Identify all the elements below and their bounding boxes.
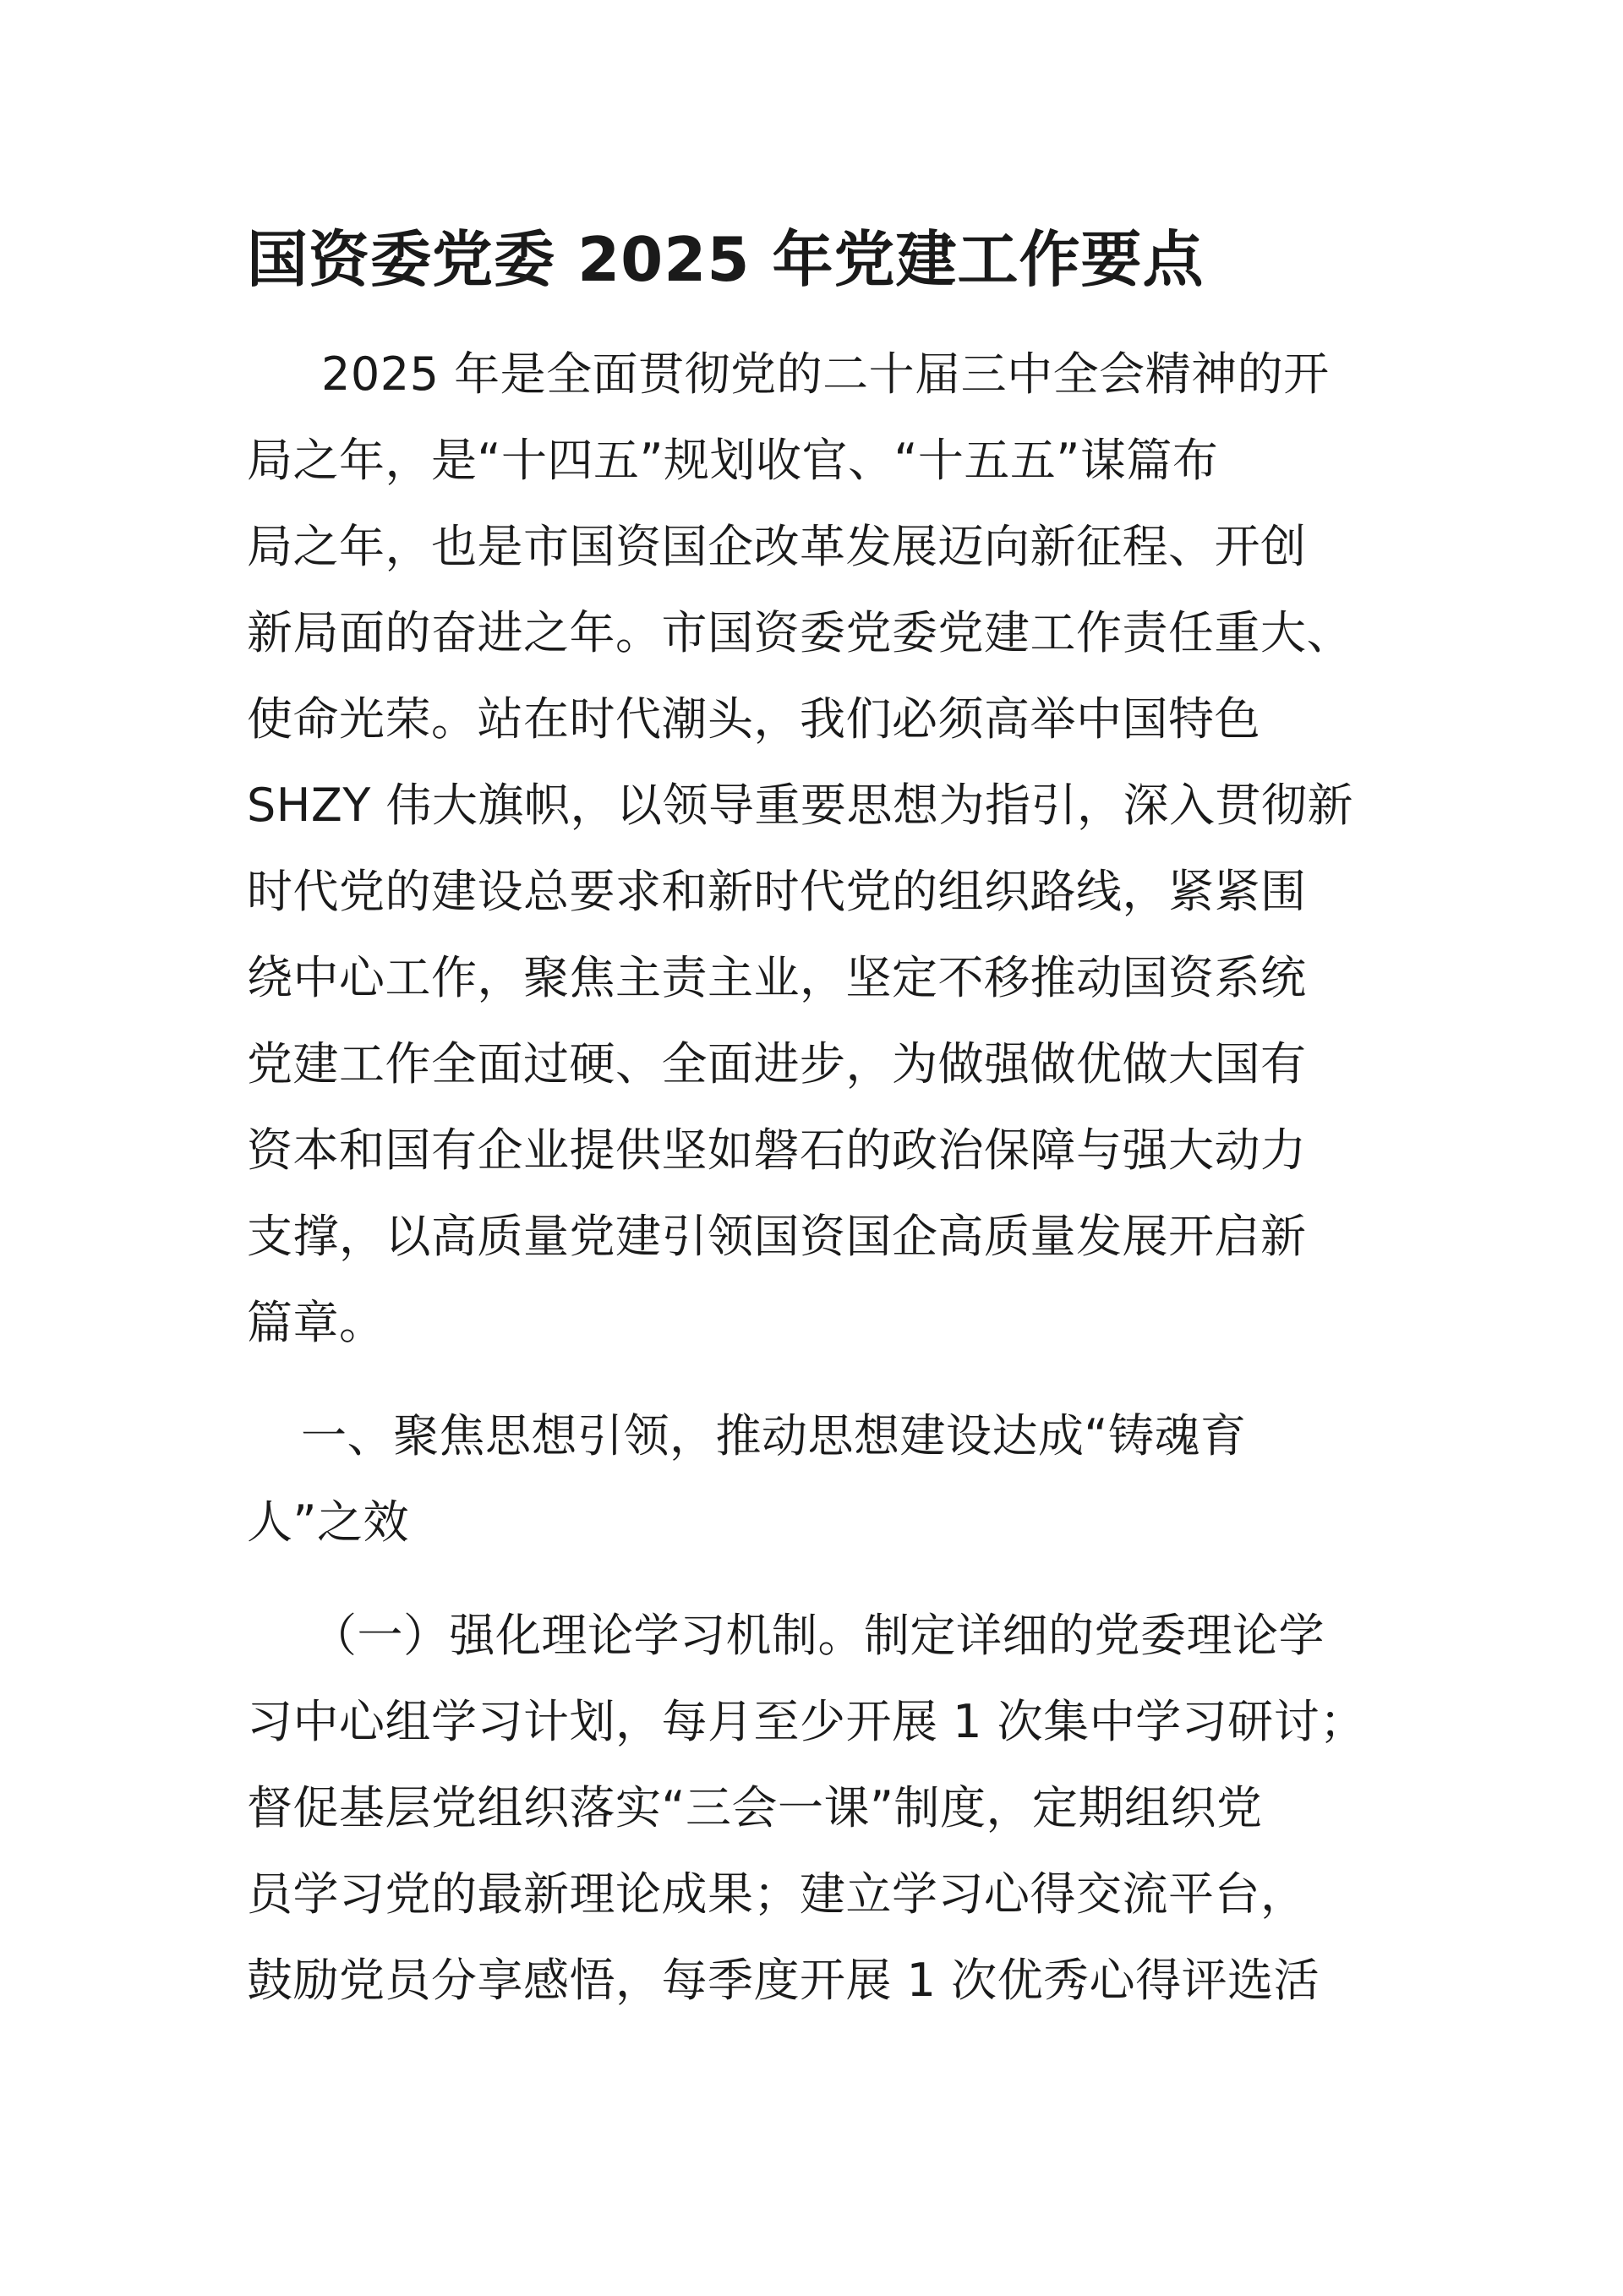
intro-line-8: 绕中心工作，聚焦主责主业，坚定不移推动国资系统 [247,951,1307,1004]
intro-line-7: 时代党的建设总要求和新时代党的组织路线，紧紧围 [247,865,1307,918]
intro-line-5: 使命光荣。站在时代潮头，我们必须高举中国特色 [247,692,1260,746]
item-1-line-5: 鼓励党员分享感悟，每季度开展 1 次优秀心得评选活 [247,1954,1320,2007]
intro-line-9: 党建工作全面过硬、全面进步，为做强做优做大国有 [247,1037,1307,1091]
intro-line-2: 局之年，是“十四五”规划收官、“十五五”谋篇布 [247,434,1219,487]
intro-line-4: 新局面的奋进之年。市国资委党委党建工作责任重大、 [247,606,1352,659]
intro-line-3: 局之年，也是市国资国企改革发展迈向新征程、开创 [247,520,1307,573]
item-1-line-3: 督促基层党组织落实“三会一课”制度，定期组织党 [247,1781,1263,1834]
item-1-line-1: （一）强化理论学习机制。制定详细的党委理论学 [311,1609,1325,1662]
intro-line-11: 支撑，以高质量党建引领国资国企高质量发展开启新 [247,1210,1307,1263]
intro-line-12: 篇章。 [247,1296,385,1349]
section-1-heading-line-2: 人”之效 [247,1495,409,1549]
item-1-line-2: 习中心组学习计划，每月至少开展 1 次集中学习研讨； [247,1695,1366,1748]
document-title: 国资委党委 2025 年党建工作要点 [247,224,1205,295]
item-1-line-4: 员学习党的最新理论成果；建立学习心得交流平台， [247,1867,1307,1921]
intro-line-1: 2025 年是全面贯彻党的二十届三中全会精神的开 [321,347,1330,401]
intro-line-6: SHZY 伟大旗帜，以领导重要思想为指引，深入贯彻新 [247,779,1354,832]
intro-line-10: 资本和国有企业提供坚如磐石的政治保障与强大动力 [247,1123,1307,1177]
section-1-heading-line-1: 一、聚焦思想引领，推动思想建设达成“铸魂育 [301,1409,1247,1462]
